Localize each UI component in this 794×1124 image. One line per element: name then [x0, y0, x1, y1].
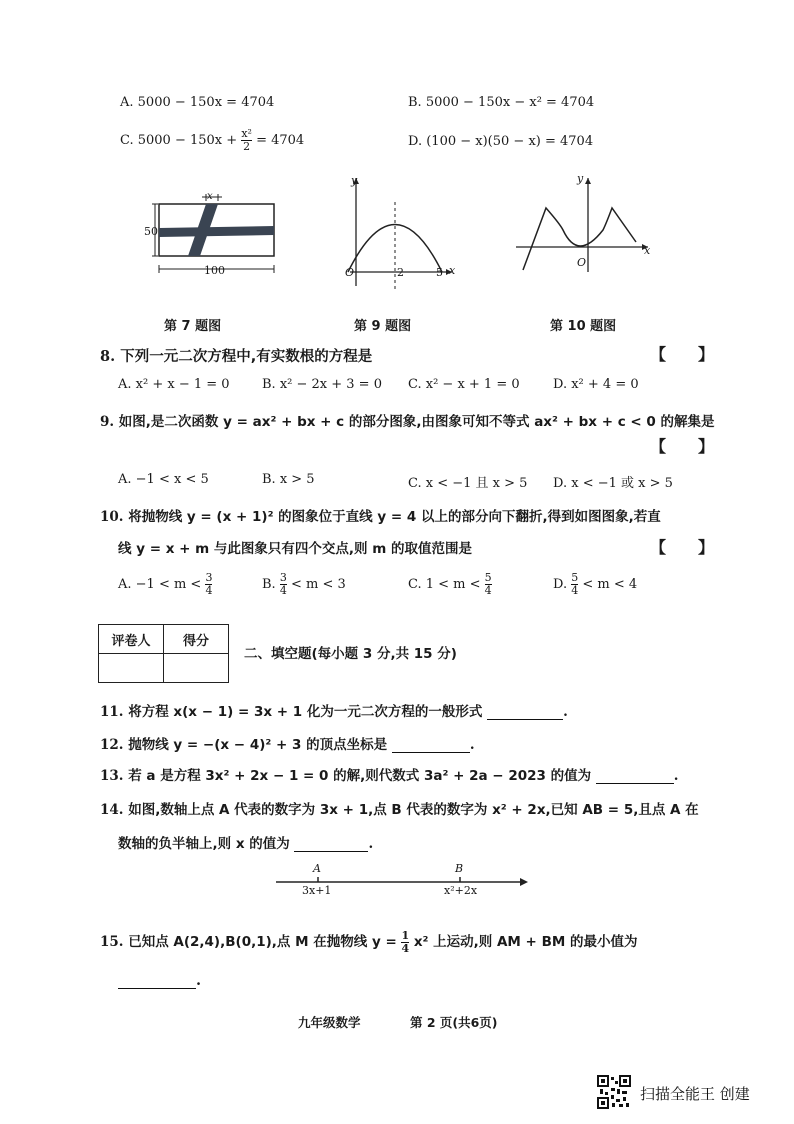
q12-answer-blank[interactable]: [392, 738, 470, 753]
question-text-line1: 如图,数轴上点 A 代表的数字为 3x + 1,点 B 代表的数字为 x² + 2x,已知 AB = 5,且点 A 在: [128, 802, 699, 818]
section-2-title: 二、填空题(每小题 3 分,共 15 分): [244, 646, 457, 662]
score-cell[interactable]: [164, 654, 229, 683]
question-number: 15.: [100, 934, 124, 950]
question-text: 抛物线 y = −(x − 4)² + 3 的顶点坐标是: [128, 737, 388, 753]
fig9-caption: 第 9 题图: [354, 319, 412, 334]
question-11: 11. 将方程 x(x − 1) = 3x + 1 化为一元二次方程的一般形式 .: [100, 704, 568, 720]
q8-option-b: B. x² − 2x + 3 = 0: [262, 377, 382, 392]
number-line-point-a: A: [313, 862, 321, 875]
question-12: 12. 抛物线 y = −(x − 4)² + 3 的顶点坐标是 .: [100, 737, 475, 753]
question-number: 10.: [100, 509, 124, 525]
q7-option-a: A. 5000 − 150x = 4704: [120, 95, 275, 110]
grader-header: 评卷人: [99, 625, 164, 654]
fig10-axis-y: y: [577, 172, 584, 185]
qr-code-icon: [597, 1075, 631, 1109]
fig7-label-50: 50: [144, 225, 158, 238]
footer-subject: 九年级数学: [298, 1015, 361, 1030]
q8-option-c: C. x² − x + 1 = 0: [408, 377, 520, 392]
question-text: 若 a 是方程 3x² + 2x − 1 = 0 的解,则代数式 3a² + 2a − 2023 的值为: [128, 768, 592, 784]
question-number: 11.: [100, 704, 124, 720]
q7-option-c: C. 5000 − 150x + $\frac{\text{x²}}{2}$ = 4704: [120, 127, 305, 153]
q9-option-d: D. x < −1 或 x > 5: [553, 476, 673, 491]
q7-option-b: B. 5000 − 150x − x² = 4704: [408, 95, 595, 110]
q11-answer-blank[interactable]: [487, 705, 563, 720]
q10-option-a: A. −1 < m < $\frac{3}{4}$: [118, 571, 213, 597]
fig10-caption: 第 10 题图: [550, 319, 617, 334]
question-text: 下列一元二次方程中,有实数根的方程是: [120, 349, 373, 365]
grader-cell[interactable]: [99, 654, 164, 683]
q15-answer-blank[interactable]: [118, 974, 196, 989]
score-header: 得分: [164, 625, 229, 654]
question-number: 13.: [100, 768, 124, 784]
question-15: 15. 已知点 A(2,4),B(0,1),点 M 在抛物线 y = $\frac{1}{4}$ x² 上运动,则 AM + BM 的最小值为: [100, 929, 638, 955]
question-text: 将方程 x(x − 1) = 3x + 1 化为一元二次方程的一般形式: [128, 704, 483, 720]
question-number: 12.: [100, 737, 124, 753]
q10-option-d: D. $\frac{5}{4}$ < m < 4: [553, 571, 638, 597]
q7-option-d: D. (100 − x)(50 − x) = 4704: [408, 134, 594, 149]
fig9-tick-2: 2: [397, 266, 404, 279]
q9-option-c: C. x < −1 且 x > 5: [408, 476, 528, 491]
q9-option-a: A. −1 < x < 5: [118, 472, 209, 487]
fig9-tick-5: 5: [436, 266, 443, 279]
fig10-origin: O: [577, 256, 587, 269]
q10-option-c: C. 1 < m < $\frac{5}{4}$: [408, 571, 492, 597]
question-number: 8.: [100, 348, 116, 365]
q8-option-a: A. x² + x − 1 = 0: [118, 377, 230, 392]
footer-page-number: 第 2 页(共6页): [410, 1015, 498, 1030]
question-text: 如图,是二次函数 y = ax² + bx + c 的部分图象,由图象可知不等式 ax² + bx + c < 0 的解集是: [118, 414, 715, 430]
fig7-caption: 第 7 题图: [164, 319, 222, 334]
q14-answer-blank[interactable]: [294, 837, 368, 852]
q8-option-d: D. x² + 4 = 0: [553, 377, 639, 392]
q10-option-b: B. $\frac{3}{4}$ < m < 3: [262, 571, 346, 597]
question-9: [100, 410, 715, 430]
q10-answer-bracket: 【 】: [650, 538, 715, 557]
question-14: [100, 798, 699, 818]
fig7-label-100: 100: [204, 264, 225, 277]
question-number: 14.: [100, 802, 124, 818]
scanner-watermark: 扫描全能王 创建: [640, 1085, 750, 1103]
number-line-b-value: x²+2x: [444, 884, 478, 897]
fig9-axis-y: y: [351, 174, 358, 187]
fig9-origin: O: [345, 266, 355, 279]
question-number: 9.: [100, 414, 115, 430]
q8-answer-bracket: 【 】: [650, 345, 715, 364]
question-10: [100, 505, 661, 525]
fig7-label-x: x: [207, 191, 213, 202]
question-10-line2: 线 y = x + m 与此图象只有四个交点,则 m 的取值范围是: [118, 541, 472, 557]
question-13: 13. 若 a 是方程 3x² + 2x − 1 = 0 的解,则代数式 3a² + 2a − 2023 的值为 .: [100, 768, 679, 784]
number-line-point-b: B: [455, 862, 464, 875]
question-text-line1: 将抛物线 y = (x + 1)² 的图象位于直线 y = 4 以上的部分向下翻折,得到如图图象,若直: [128, 509, 661, 525]
number-line-a-value: 3x+1: [302, 884, 332, 897]
question-8: [100, 345, 372, 366]
question-14-line2: 数轴的负半轴上,则 x 的值为 .: [118, 836, 374, 852]
question-15-answer: .: [118, 972, 201, 989]
q9-answer-bracket: 【 】: [650, 437, 715, 456]
score-table: [98, 624, 229, 683]
fig9-axis-x: x: [449, 264, 456, 277]
q13-answer-blank[interactable]: [596, 769, 674, 784]
fig10-axis-x: x: [644, 244, 651, 257]
q9-option-b: B. x > 5: [262, 472, 315, 487]
